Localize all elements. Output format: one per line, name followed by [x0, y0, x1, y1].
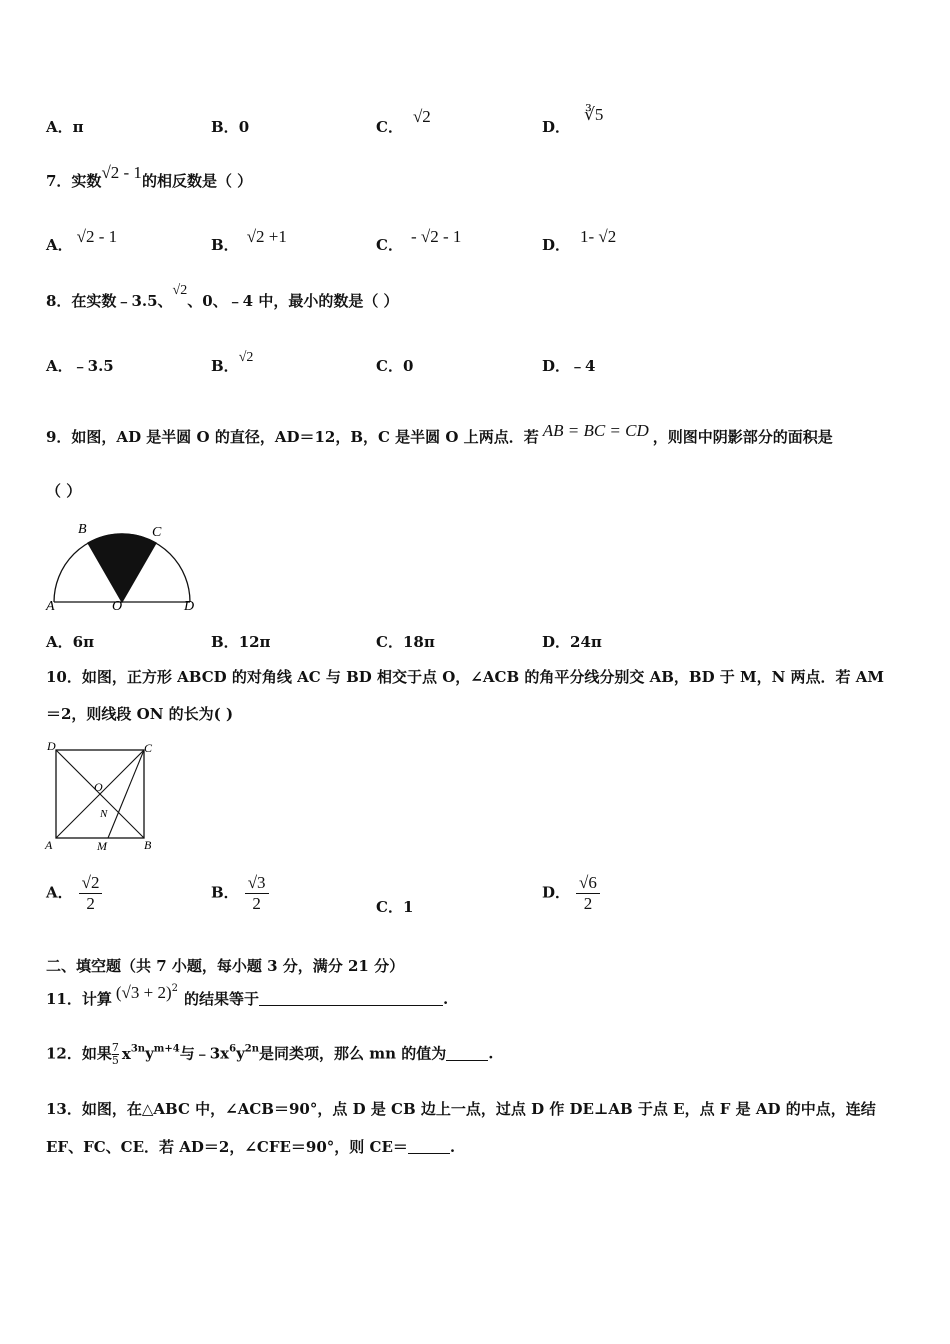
q10-option-d[interactable]: D． $\frac{√6}{2}$ [542, 873, 600, 914]
q10-option-b[interactable]: B． $\frac{√3}{2}$ [211, 873, 269, 914]
shaded-sector [88, 534, 156, 602]
label-o: O [94, 780, 103, 794]
frac-a: $\frac{√2}{2}$ [79, 873, 103, 914]
bisector-cm [108, 750, 144, 838]
q7-stem: 7．实数√2 - 1的相反数是（ ） [46, 163, 253, 190]
q13-stem-line1: 13．如图，在△ABC 中，∠ACB＝90°，点 D 是 CB 边上一点，过点 D 作 DE⊥AB 于点 E，点 F 是 AD 的中点，连结 [46, 1100, 876, 1118]
q9-option-a[interactable]: A．6π [46, 633, 95, 651]
label-b: B [78, 522, 87, 537]
q9-option-b[interactable]: B．12π [211, 633, 271, 651]
q9-option-c[interactable]: C．18π [376, 633, 435, 651]
q6-option-a[interactable]: A．π [46, 118, 84, 136]
label-c: C [152, 525, 162, 540]
label-d: D [47, 739, 56, 753]
q8-stem: 8．在实数﹣3.5、√2、0、﹣4 中，最小的数是（ ） [46, 283, 399, 310]
label-a: A [46, 599, 55, 614]
q10-stem-line1: 10．如图，正方形 ABCD 的对角线 AC 与 BD 相交于点 O，∠ACB 的角平分线分别交 AB，BD 于 M，N 两点．若 AM [46, 668, 885, 686]
q8-option-d[interactable]: D．﹣4 [542, 357, 596, 375]
label-c: C [144, 741, 153, 755]
q6-option-b[interactable]: B．0 [211, 118, 250, 136]
q12-answer-blank[interactable] [446, 1046, 488, 1061]
q10-square-figure [44, 738, 164, 854]
q9-stem: 9．如图，AD 是半圆 O 的直径，AD＝12，B，C 是半圆 O 上两点．若 AB = BC = CD ，则图中阴影部分的面积是 [46, 421, 833, 446]
q6-option-d[interactable]: D．∛5 [542, 105, 604, 136]
label-b: B [144, 838, 152, 852]
q6-option-c[interactable]: C．√2 [376, 107, 431, 136]
q10-stem-line2: ＝2，则线段 ON 的长为( ) [46, 705, 234, 723]
q13-answer-blank[interactable] [408, 1139, 450, 1154]
q11-stem: 11．计算 $(√3 + 2)^2$的结果等于 . [46, 983, 449, 1008]
q7-option-b[interactable]: B． √2 +1 [211, 227, 287, 254]
q8-option-c[interactable]: C．0 [376, 357, 414, 375]
q11-answer-blank[interactable] [259, 991, 443, 1006]
q7-option-d[interactable]: D． 1- √2 [542, 227, 617, 254]
label-o: O [112, 599, 123, 614]
q12-stem: 12．如果 $\frac{7}{5} x^{3n}y^{m+4}$与$﹣3x^6y^{2n}$是同类项，那么 mn 的值为 . [46, 1041, 494, 1067]
frac-d: $\frac{√6}{2}$ [576, 873, 600, 914]
q8-option-a[interactable]: A．﹣3.5 [46, 357, 114, 375]
q12-fraction: $\frac{7}{5}$ [111, 1041, 119, 1067]
q8-option-b[interactable]: B．√2 [211, 350, 254, 375]
label-a: A [45, 838, 53, 852]
label-m: M [97, 839, 107, 853]
q9-paren: （ ） [46, 482, 82, 500]
q10-option-c[interactable]: C．1 [376, 898, 414, 916]
label-d: D [184, 599, 195, 614]
q10-option-a[interactable]: A． $\frac{√2}{2}$ [46, 873, 102, 914]
q9-semicircle-figure [44, 518, 204, 614]
label-n: N [100, 808, 108, 820]
q9-option-d[interactable]: D．24π [542, 633, 602, 651]
frac-b: $\frac{√3}{2}$ [245, 873, 269, 914]
q7-option-a[interactable]: A． √2 - 1 [46, 227, 118, 254]
q7-option-c[interactable]: C． - √2 - 1 [376, 227, 462, 254]
section-2-title: 二、填空题（共 7 小题，每小题 3 分，满分 21 分） [46, 957, 405, 975]
q13-stem-line2: EF、FC、CE．若 AD＝2，∠CFE＝90°，则 CE＝ . [46, 1138, 456, 1156]
